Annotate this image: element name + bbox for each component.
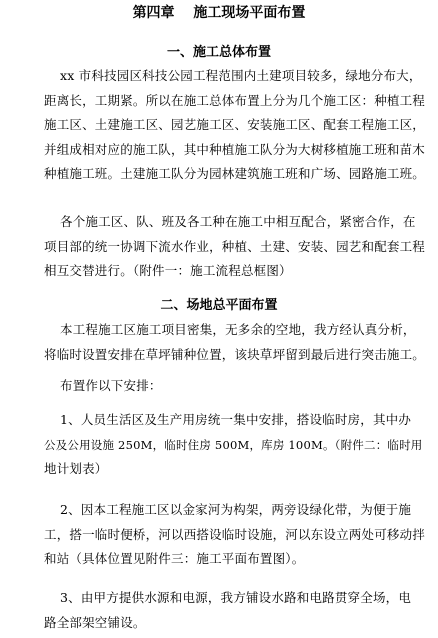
section-title-overall-layout: 一、施工总体布置	[166, 45, 271, 60]
paragraph-line: 将临时设置安排在草坪铺种位置，该块草坪留到最后进行突击施工。	[44, 346, 426, 362]
paragraph-line: 相互交替进行。（附件一：施工流程总框图）	[44, 263, 292, 278]
paragraph-coordination	[44, 210, 430, 284]
paragraph-line: 距离长，工期紧。所以在施工总体布置上分为几个施工区：种植工程	[44, 92, 426, 108]
paragraph-line: xx 市科技园区科技公园工程范围内土建项目较多，绿地分布大，	[60, 68, 422, 83]
paragraph-line: 公及公用设施 250M，临时住房 500M，库房 100M。（附件二：临时用	[44, 437, 423, 452]
paragraph-site-analysis	[44, 318, 430, 367]
paragraph-line: 施工区、土建施工区、园艺施工区、安装施工区、配套工程施工区，	[44, 117, 426, 132]
paragraph-line: 3、由甲方提供水源和电源，我方铺设水路和电路贯穿全场，电	[60, 590, 412, 605]
paragraph-item-1	[44, 408, 430, 482]
paragraph-line: 路全部架空铺设。	[44, 614, 146, 630]
paragraph-line: 项目部的统一协调下流水作业，种植、土建、安装、园艺和配套工程	[44, 238, 426, 254]
paragraph-line: 种植施工班。土建施工队分为园林建筑施工班和广场、园路施工班。	[44, 166, 426, 181]
paragraph-line: 和站（具体位置见附件三：施工平面布置图）。	[44, 551, 305, 566]
paragraph-line: 地计划表）	[44, 461, 108, 476]
paragraph-arrangement-intro	[60, 374, 430, 399]
paragraph-line: 工，搭一临时便桥，河以西搭设临时设施，河以东设立两处可移动拌	[44, 526, 426, 542]
chapter-title: 第四章 施工现场平面布置	[132, 5, 306, 21]
paragraph-item-3	[44, 586, 430, 635]
paragraph-line: 2、因本工程施工区以金家河为构架，两旁设绿化带，为便于施	[60, 502, 412, 517]
paragraph-item-2	[44, 498, 430, 572]
paragraph-line: 本工程施工区施工项目密集，无多余的空地，我方经认真分析，	[60, 322, 416, 337]
paragraph-line: 布置作以下安排：	[60, 378, 162, 393]
paragraph-line: 各个施工区、队、班及各工种在施工中相互配合，紧密合作，在	[60, 214, 416, 229]
paragraph-overview	[44, 64, 430, 187]
section-title-site-plan: 二、场地总平面布置	[160, 298, 278, 313]
paragraph-line: 1、人员生活区及生产用房统一集中安排，搭设临时房，其中办	[60, 412, 412, 427]
paragraph-line: 并组成相对应的施工队，其中种植施工队分为大树移植施工班和苗木	[44, 141, 426, 157]
